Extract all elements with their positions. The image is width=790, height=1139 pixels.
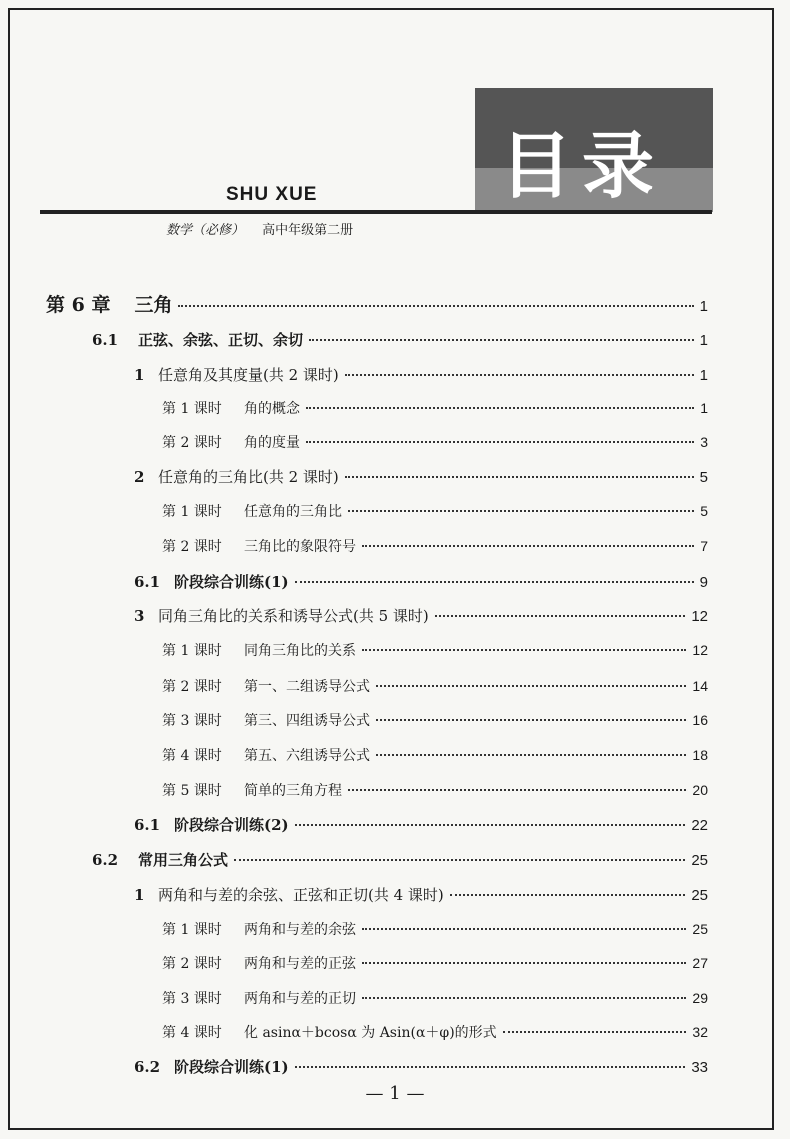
toc-lesson[interactable] — [162, 953, 708, 973]
toc-lesson[interactable] — [162, 536, 708, 556]
lesson-title: 第一、二组诱导公式 — [244, 679, 370, 695]
mulu-logo: 目录 — [500, 124, 665, 208]
leader-dots — [376, 685, 686, 687]
leader-dots — [348, 789, 686, 791]
lesson-title: 第五、六组诱导公式 — [244, 748, 370, 764]
lesson-number: 第 2 课时 — [162, 956, 222, 972]
toc-unit[interactable] — [134, 605, 708, 626]
lesson-title: 两角和与差的正弦 — [244, 956, 356, 972]
lesson-title: 任意角的三角比 — [244, 504, 342, 520]
leader-dots — [435, 615, 686, 617]
leader-dots — [345, 476, 694, 478]
shuxue-title: SHU XUE — [226, 184, 318, 205]
page-ref: 32 — [692, 1024, 708, 1040]
toc-lesson[interactable] — [162, 919, 708, 939]
lesson-title: 第三、四组诱导公式 — [244, 713, 370, 729]
page-ref: 7 — [700, 538, 708, 554]
lesson-number: 第 1 课时 — [162, 643, 222, 659]
page-ref: 22 — [691, 817, 708, 834]
section-number: 6.1 — [92, 331, 119, 349]
leader-dots — [295, 824, 686, 826]
stage-title: 阶段综合训练(2) — [174, 816, 289, 834]
leader-dots — [503, 1031, 687, 1033]
toc-stage-training[interactable] — [134, 814, 708, 835]
toc-stage-training[interactable] — [134, 571, 708, 592]
page-ref: 25 — [692, 921, 708, 937]
toc-lesson[interactable] — [162, 710, 708, 730]
page-ref: 1 — [699, 332, 708, 349]
lesson-number: 第 3 课时 — [162, 991, 222, 1007]
lesson-title: 角的概念 — [244, 401, 300, 417]
leader-dots — [348, 510, 694, 512]
leader-dots — [376, 719, 686, 721]
chapter-title: 三角 — [134, 294, 173, 316]
unit-title: 两角和与差的余弦、正弦和正切(共 4 课时) — [158, 886, 444, 904]
lesson-number: 第 2 课时 — [162, 539, 222, 555]
page-ref: 20 — [692, 782, 708, 798]
toc-unit[interactable] — [134, 884, 708, 905]
page-ref: 1 — [699, 367, 708, 384]
page-ref: 12 — [691, 608, 708, 625]
page-ref: 27 — [692, 955, 708, 971]
page-ref: 33 — [691, 1059, 708, 1076]
leader-dots — [362, 649, 686, 651]
toc-section-6-1[interactable] — [92, 329, 708, 350]
lesson-title: 两角和与差的正切 — [244, 991, 356, 1007]
subtitle-grade: 高中年级第二册 — [262, 223, 354, 238]
leader-dots — [362, 545, 694, 547]
unit-title: 任意角的三角比(共 2 课时) — [158, 468, 339, 486]
unit-number: 1 — [134, 366, 145, 384]
page-ref: 29 — [692, 990, 708, 1006]
leader-dots — [178, 305, 693, 307]
section-number: 6.2 — [92, 851, 119, 869]
toc-lesson[interactable] — [162, 432, 708, 452]
page-ref: 16 — [692, 712, 708, 728]
lesson-title: 两角和与差的余弦 — [244, 922, 356, 938]
lesson-title: 同角三角比的关系 — [244, 643, 356, 659]
stage-title: 阶段综合训练(1) — [174, 573, 289, 591]
page-number: — 1 — — [365, 1083, 425, 1104]
page-ref: 12 — [692, 642, 708, 658]
unit-title: 任意角及其度量(共 2 课时) — [158, 366, 339, 384]
page-ref: 9 — [699, 574, 708, 591]
stage-number: 6.1 — [134, 573, 161, 591]
leader-dots — [362, 997, 686, 999]
page-ref: 25 — [691, 887, 708, 904]
subtitle-subject: 数学（必修） — [166, 223, 245, 238]
toc-lesson[interactable] — [162, 745, 708, 765]
leader-dots — [345, 374, 694, 376]
toc-lesson[interactable] — [162, 1022, 708, 1042]
page-ref: 18 — [692, 747, 708, 763]
page-ref: 25 — [691, 852, 708, 869]
toc-lesson[interactable] — [162, 640, 708, 660]
toc-stage-training[interactable] — [134, 1056, 708, 1077]
unit-number: 2 — [134, 468, 145, 486]
leader-dots — [306, 407, 694, 409]
section-title: 常用三角公式 — [138, 851, 229, 869]
unit-number: 1 — [134, 886, 145, 904]
leader-dots — [362, 962, 686, 964]
stage-number: 6.2 — [134, 1058, 161, 1076]
lesson-number: 第 1 课时 — [162, 922, 222, 938]
leader-dots — [234, 859, 685, 861]
toc-lesson[interactable] — [162, 676, 708, 696]
lesson-number: 第 2 课时 — [162, 679, 222, 695]
lesson-number: 第 4 课时 — [162, 1025, 222, 1041]
stage-number: 6.1 — [134, 816, 161, 834]
toc-unit[interactable] — [134, 466, 708, 487]
lesson-number: 第 5 课时 — [162, 783, 222, 799]
lesson-title: 简单的三角方程 — [244, 783, 342, 799]
page-ref: 5 — [700, 503, 708, 519]
page-ref: 1 — [699, 298, 708, 315]
toc-unit[interactable] — [134, 364, 708, 385]
lesson-number: 第 3 课时 — [162, 713, 222, 729]
page-ref: 14 — [692, 678, 708, 694]
toc-lesson[interactable] — [162, 398, 708, 418]
lesson-title: 化 asinα＋bcosα 为 Asin(α＋φ)的形式 — [244, 1025, 497, 1041]
unit-title: 同角三角比的关系和诱导公式(共 5 课时) — [158, 607, 429, 625]
stage-title: 阶段综合训练(1) — [174, 1058, 289, 1076]
lesson-number: 第 4 课时 — [162, 748, 222, 764]
section-title: 正弦、余弦、正切、余切 — [138, 331, 304, 349]
page-ref: 5 — [699, 469, 708, 486]
toc-chapter[interactable] — [46, 290, 708, 317]
toc-lesson[interactable] — [162, 988, 708, 1008]
leader-dots — [376, 754, 686, 756]
leader-dots — [309, 339, 694, 341]
toc-lesson[interactable] — [162, 501, 708, 521]
leader-dots — [295, 581, 694, 583]
unit-number: 3 — [134, 607, 145, 625]
book-subtitle — [166, 219, 353, 238]
leader-dots — [362, 928, 686, 930]
leader-dots — [306, 441, 694, 443]
page-ref: 1 — [700, 400, 708, 416]
lesson-number: 第 1 课时 — [162, 401, 222, 417]
leader-dots — [295, 1066, 686, 1068]
toc-lesson[interactable] — [162, 780, 708, 800]
leader-dots — [450, 894, 686, 896]
lesson-title: 三角比的象限符号 — [244, 539, 356, 555]
toc-section-6-2[interactable] — [92, 849, 708, 870]
lesson-number: 第 1 课时 — [162, 504, 222, 520]
chapter-number: 第 6 章 — [46, 294, 111, 316]
page-ref: 3 — [700, 434, 708, 450]
lesson-number: 第 2 课时 — [162, 435, 222, 451]
header-rule — [40, 210, 712, 214]
lesson-title: 角的度量 — [244, 435, 300, 451]
